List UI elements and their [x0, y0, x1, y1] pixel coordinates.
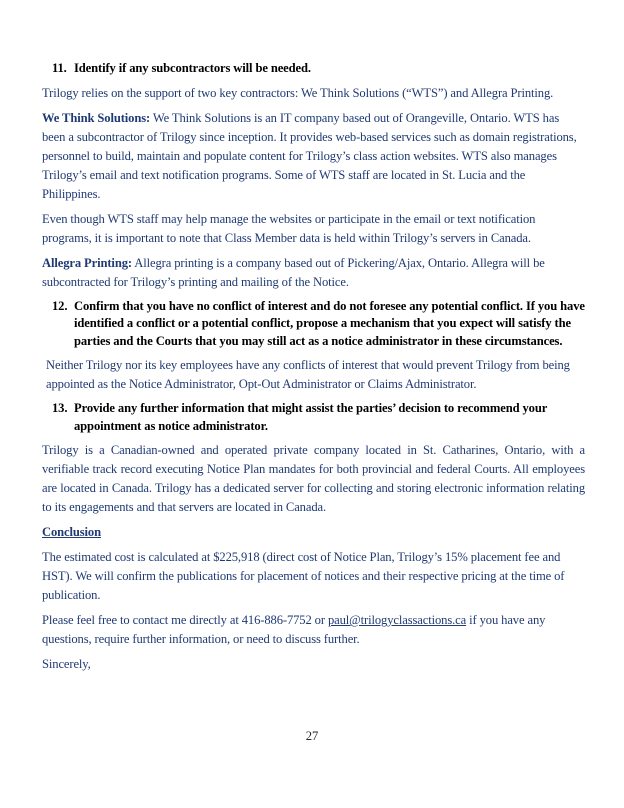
estimated-cost-paragraph: The estimated cost is calculated at $225,918 (direct cost of Notice Plan, Trilogy’s 15% placement fee and HST). We will confirm the publications for placement of notices and their respective pricing at the time of publication.	[42, 550, 565, 602]
question-12-heading	[52, 298, 585, 351]
signoff-text: Sincerely,	[42, 657, 91, 671]
conclusion-heading: Conclusion	[42, 525, 101, 539]
question-11-text: Identify if any subcontractors will be needed.	[74, 61, 311, 75]
intro-paragraph: Trilogy relies on the support of two key contractors: We Think Solutions (“WTS”) and Allegra Printing.	[42, 85, 554, 100]
allegra-body-text: Allegra printing is a company based out of Pickering/Ajax, Ontario. Allegra will be subcontracted for Trilogy’s printing and mailing of the Notice.	[42, 255, 545, 289]
wts-data-note-paragraph: Even though WTS staff may help manage the websites or participate in the email or text notification programs, it is important to note that Class Member data is held within Trilogy’s servers in Canada.	[42, 211, 536, 245]
question-11-heading	[52, 60, 585, 78]
allegra-paragraph	[42, 254, 585, 292]
document-content	[42, 60, 585, 674]
wts-lead-in: We Think Solutions:	[42, 110, 151, 125]
question-12-text: Confirm that you have no conflict of interest and do not foresee any potential conflict. If you have identified a conflict or a potential conflict, propose a mechanism that you expect will satisfy the parties and the Courts that you may still act as a notice administrator in these circumstances.	[74, 298, 585, 348]
email-link[interactable]: paul@trilogyclassactions.ca	[327, 613, 467, 627]
question-13-number: 13.	[52, 401, 68, 415]
page-number: 27	[305, 729, 319, 743]
question-12-number: 12.	[52, 298, 68, 313]
wts-paragraph	[42, 109, 585, 204]
contact-text-before: Please feel free to contact me directly at 416-886-7752 or	[42, 613, 328, 627]
contact-paragraph	[42, 611, 585, 649]
question-13-text: Provide any further information that might assist the parties’ decision to recommend your appointment as notice administrator.	[74, 401, 547, 433]
company-info-paragraph: Trilogy is a Canadian-owned and operated private company located in St. Catharines, Ontario, with a verifiable track record executing Notice Plan mandates for both provincial and federal Courts. All employees are located in Canada. Trilogy has a dedicated server for collecting and storing electronic information relating to its engagements and that servers are located in Canada.	[42, 443, 585, 514]
wts-body-text: We Think Solutions is an IT company based out of Orangeville, Ontario. WTS has been a subcontractor of Trilogy since inception. It provides web-based services such as domain registrations, personnel to build, maintain and populate content for Trilogy’s class action websites. WTS also manages Trilogy’s email and text notification programs. Some of WTS staff are located in St. Lucia and the Philippines.	[42, 110, 577, 201]
contact-text-after: if you have any questions, require further information, or need to discuss further.	[42, 613, 546, 646]
no-conflict-paragraph: Neither Trilogy nor its key employees have any conflicts of interest that would prevent Trilogy from being appointed as the Notice Administrator, Opt-Out Administrator or Claims Administrator.	[46, 358, 570, 391]
question-11-number: 11.	[52, 61, 67, 75]
allegra-lead-in: Allegra Printing:	[42, 255, 132, 270]
question-13-heading	[52, 400, 585, 435]
